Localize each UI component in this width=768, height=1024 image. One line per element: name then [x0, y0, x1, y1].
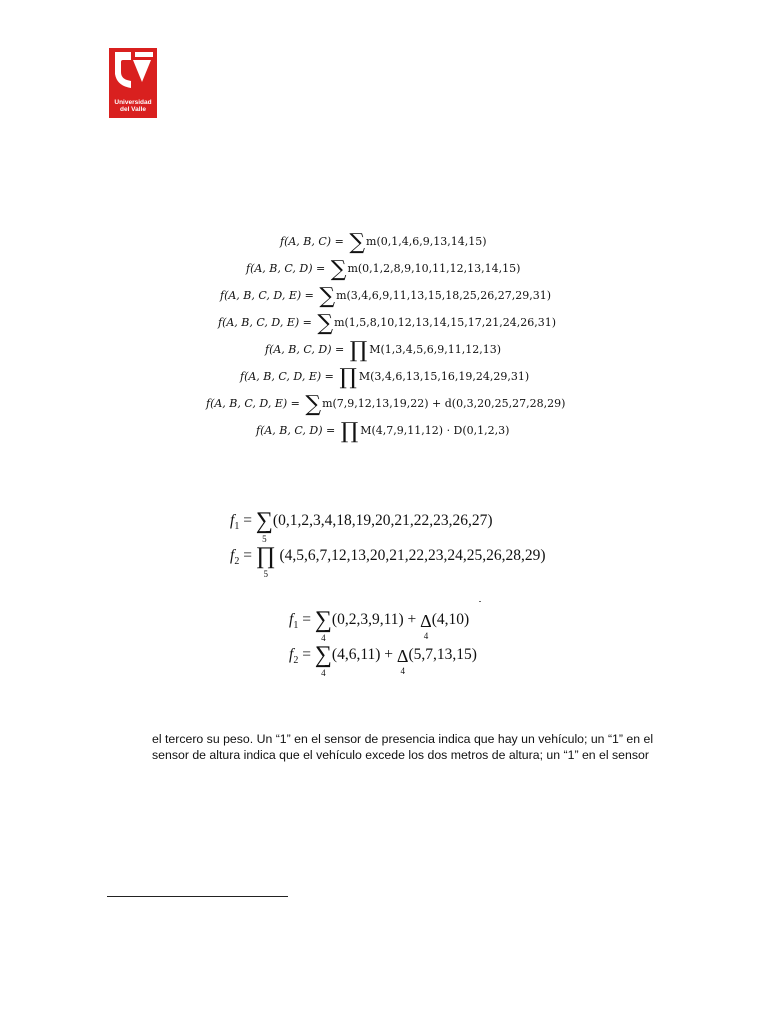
- sum-symbol: ∑: [314, 642, 332, 668]
- equation-row: [265, 340, 501, 362]
- sum-symbol: ∑: [314, 607, 332, 633]
- variable-count: 4: [423, 631, 429, 641]
- product-symbol: ∏: [349, 338, 368, 363]
- equals-sign: =: [298, 646, 315, 663]
- equals-sign: =: [321, 370, 338, 383]
- equation-row: [220, 286, 551, 308]
- sum-symbol: ∑: [319, 284, 336, 309]
- equals-sign: =: [287, 397, 304, 410]
- equation-lhs: f(A, B, C, D): [265, 343, 332, 356]
- logo-text-line1: Universidad: [114, 99, 152, 106]
- variable-count: 4: [321, 668, 326, 678]
- function-subscript: 2: [293, 655, 299, 666]
- equation-rhs: m(7,9,12,13,19,22) + d(0,3,20,25,27,28,29): [322, 397, 566, 410]
- equation-rhs: (4,6,11) +: [331, 646, 397, 663]
- equation-row: [218, 313, 556, 335]
- sum-symbol: ∑: [349, 230, 366, 255]
- delta-symbol: Δ: [396, 646, 409, 666]
- equation-lhs: f(A, B, C, D): [256, 424, 323, 437]
- function-name: f: [230, 547, 235, 564]
- sum-symbol: ∑: [330, 257, 347, 282]
- variable-count: 5: [263, 569, 268, 579]
- sum-symbol: ∑: [255, 508, 273, 534]
- equation-lhs: f(A, B, C): [280, 235, 332, 248]
- body-text-line2: sensor de altura indica que el vehículo excede los dos metros de altura; un “1” en el sensor: [152, 748, 649, 762]
- function-subscript: 2: [234, 556, 240, 567]
- dont-care-terms: (5,7,13,15): [408, 646, 477, 663]
- equation-row: [280, 232, 487, 254]
- logo-text-line2: del Valle: [119, 106, 147, 113]
- function-subscript: 1: [234, 521, 240, 532]
- equals-sign: =: [301, 289, 318, 302]
- equation-lhs: f(A, B, C, D): [246, 262, 313, 275]
- product-symbol: ∏: [255, 543, 276, 569]
- equation-rhs: M(4,7,9,11,12) · D(0,1,2,3): [360, 424, 510, 437]
- stray-mark: [479, 601, 481, 602]
- equation-row: [230, 543, 546, 579]
- equation-row: [246, 259, 520, 281]
- equation-row: [289, 642, 477, 678]
- equation-rhs: M(3,4,6,13,15,16,19,24,29,31): [358, 370, 530, 383]
- equation-row: [206, 394, 565, 416]
- equation-lhs: f(A, B, C, D, E): [240, 370, 322, 383]
- product-symbol: ∏: [339, 365, 357, 390]
- function-subscript: 1: [293, 620, 299, 631]
- function-name: f: [289, 611, 294, 628]
- equation-row: [230, 508, 493, 544]
- equation-lhs: f(A, B, C, D, E): [218, 316, 300, 329]
- equation-row: [289, 607, 470, 643]
- equation-row: [240, 367, 529, 389]
- equation-rhs: (4,5,6,7,12,13,20,21,22,23,24,25,26,28,29): [275, 547, 546, 564]
- equation-rhs: (0,1,2,3,4,18,19,20,21,22,23,26,27): [272, 512, 493, 529]
- equals-sign: =: [239, 547, 256, 564]
- equation-lhs: f(A, B, C, D, E): [206, 397, 288, 410]
- product-symbol: ∏: [340, 419, 359, 444]
- equals-sign: =: [331, 235, 348, 248]
- equation-rhs: m(1,5,8,10,12,13,14,15,17,21,24,26,31): [334, 316, 557, 329]
- sum-symbol: ∑: [305, 392, 322, 417]
- footnote-separator: [107, 896, 288, 897]
- equals-sign: =: [298, 611, 315, 628]
- equals-sign: =: [239, 512, 256, 529]
- university-logo: [109, 48, 157, 118]
- dont-care-terms: (4,10): [431, 611, 470, 628]
- equals-sign: =: [312, 262, 329, 275]
- equation-rhs: m(0,1,4,6,9,13,14,15): [366, 235, 487, 248]
- variable-count: 5: [262, 534, 267, 544]
- equals-sign: =: [322, 424, 339, 437]
- sum-symbol: ∑: [317, 311, 334, 336]
- variable-count: 4: [321, 633, 326, 643]
- function-name: f: [230, 512, 235, 529]
- function-name: f: [289, 646, 294, 663]
- equation-rhs: m(0,1,2,8,9,10,11,12,13,14,15): [347, 262, 521, 275]
- variable-count: 4: [400, 666, 405, 676]
- equation-rhs: M(1,3,4,5,6,9,11,12,13): [369, 343, 502, 356]
- equals-sign: =: [299, 316, 316, 329]
- equation-rhs: (0,2,3,9,11) +: [331, 611, 421, 628]
- equation-rhs: m(3,4,6,9,11,13,15,18,25,26,27,29,31): [336, 289, 552, 302]
- logo-emblem-icon: [109, 48, 157, 100]
- delta-symbol: Δ: [420, 611, 432, 631]
- body-text-line1: el tercero su peso. Un “1” en el sensor de presencia indica que hay un vehículo; un “1” en el: [152, 732, 654, 746]
- equation-lhs: f(A, B, C, D, E): [220, 289, 302, 302]
- equation-row: [256, 421, 509, 443]
- equals-sign: =: [331, 343, 348, 356]
